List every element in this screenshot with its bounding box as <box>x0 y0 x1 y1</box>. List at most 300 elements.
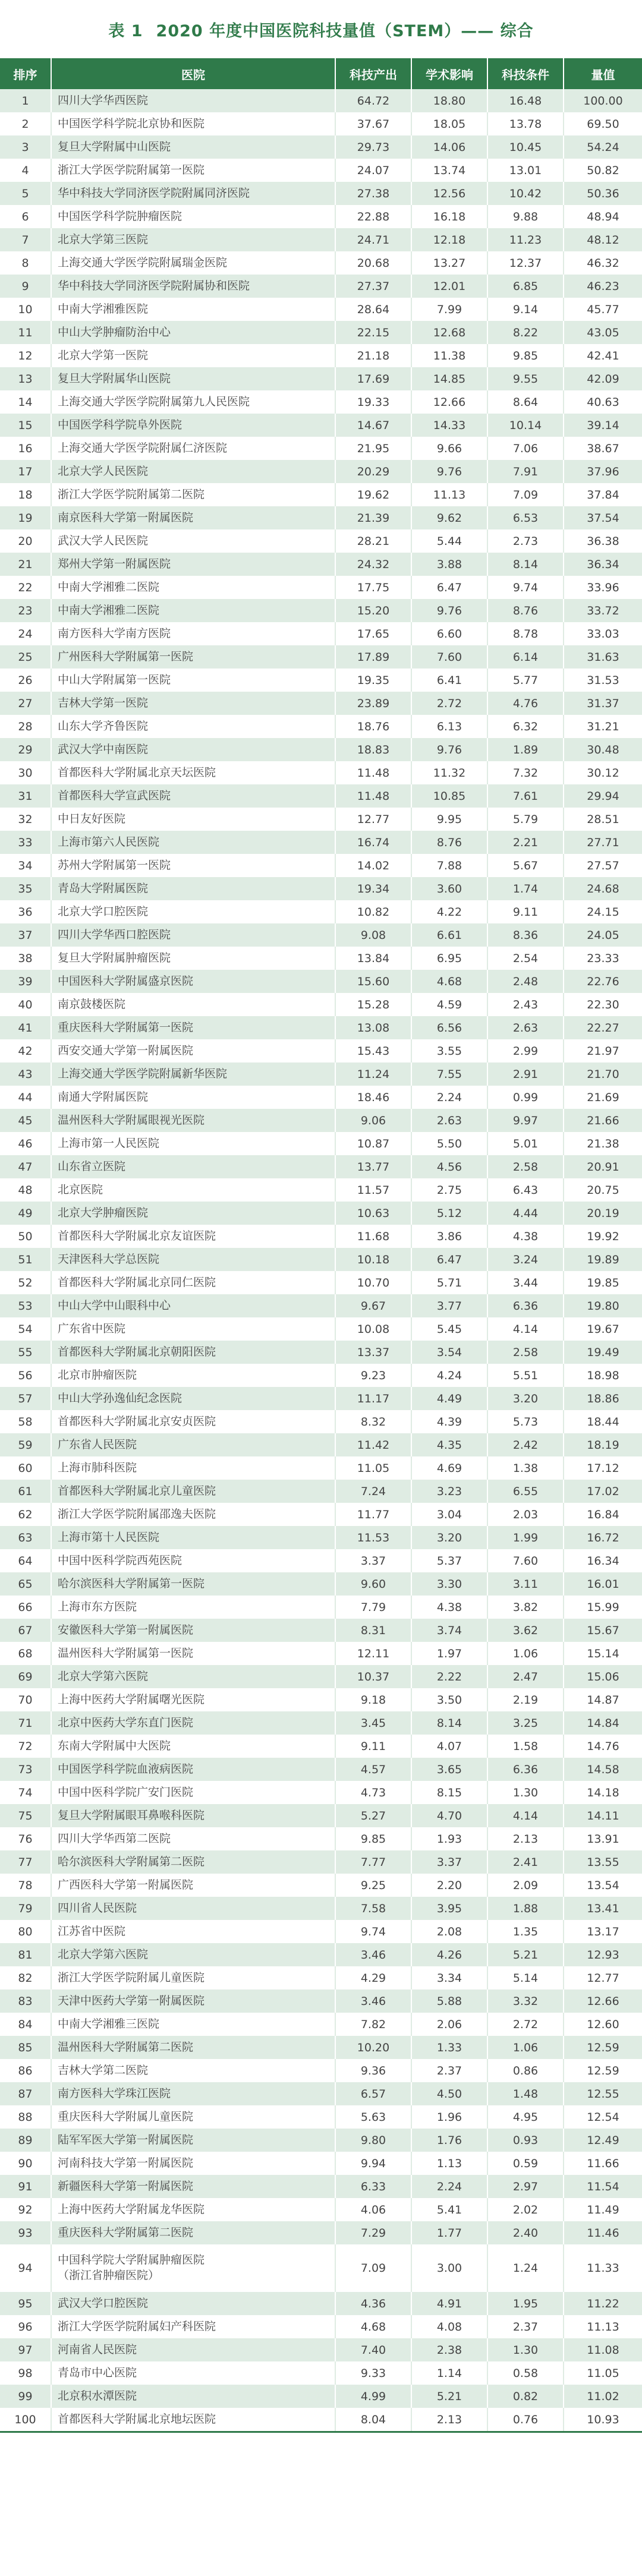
table-row <box>0 993 642 1016</box>
output-cell: 3.46 <box>335 1943 411 1966</box>
rank-cell: 14 <box>0 390 51 414</box>
score-cell: 21.66 <box>564 1109 642 1132</box>
table-row <box>0 1711 642 1735</box>
output-cell: 8.31 <box>335 1619 411 1642</box>
impact-cell: 4.68 <box>411 970 487 993</box>
impact-cell: 2.24 <box>411 1086 487 1109</box>
hospital-name-cell: 北京医院 <box>51 1178 335 1202</box>
output-cell: 4.73 <box>335 1781 411 1804</box>
score-cell: 16.34 <box>564 1549 642 1572</box>
rank-cell: 91 <box>0 2175 51 2198</box>
score-cell: 27.71 <box>564 831 642 854</box>
rank-cell: 52 <box>0 1271 51 1294</box>
impact-cell: 1.14 <box>411 2361 487 2385</box>
table-row <box>0 2338 642 2361</box>
rank-cell: 77 <box>0 1850 51 1874</box>
condition-cell: 2.41 <box>487 1850 564 1874</box>
impact-cell: 4.26 <box>411 1943 487 1966</box>
output-cell: 11.17 <box>335 1387 411 1410</box>
rank-cell: 25 <box>0 645 51 669</box>
impact-cell: 4.38 <box>411 1596 487 1619</box>
impact-cell: 7.55 <box>411 1062 487 1086</box>
condition-cell: 10.14 <box>487 414 564 437</box>
condition-cell: 4.14 <box>487 1804 564 1827</box>
table-row <box>0 483 642 506</box>
table-row <box>0 506 642 529</box>
condition-cell: 1.30 <box>487 1781 564 1804</box>
rank-cell: 33 <box>0 831 51 854</box>
hospital-name-cell: 首都医科大学附属北京安贞医院 <box>51 1410 335 1433</box>
output-cell: 12.11 <box>335 1642 411 1665</box>
condition-cell: 2.47 <box>487 1665 564 1688</box>
hospital-name-cell: 北京市肿瘤医院 <box>51 1364 335 1387</box>
output-cell: 19.34 <box>335 877 411 900</box>
output-cell: 15.28 <box>335 993 411 1016</box>
hospital-name-cell: 哈尔滨医科大学附属第一医院 <box>51 1572 335 1596</box>
condition-cell: 0.82 <box>487 2385 564 2408</box>
output-cell: 28.21 <box>335 529 411 553</box>
table-row <box>0 1132 642 1155</box>
rank-cell: 17 <box>0 460 51 483</box>
rank-cell: 10 <box>0 298 51 321</box>
score-cell: 14.18 <box>564 1781 642 1804</box>
output-cell: 20.29 <box>335 460 411 483</box>
condition-cell: 2.40 <box>487 2221 564 2244</box>
condition-cell: 5.21 <box>487 1943 564 1966</box>
table-row <box>0 298 642 321</box>
impact-cell: 2.08 <box>411 1920 487 1943</box>
score-cell: 21.97 <box>564 1039 642 1062</box>
condition-cell: 1.74 <box>487 877 564 900</box>
condition-cell: 2.72 <box>487 2013 564 2036</box>
output-cell: 9.23 <box>335 1364 411 1387</box>
table-row <box>0 1758 642 1781</box>
table-row <box>0 367 642 390</box>
score-cell: 46.23 <box>564 275 642 298</box>
condition-cell: 10.45 <box>487 135 564 159</box>
hospital-name-cell: 中国医学科学院阜外医院 <box>51 414 335 437</box>
score-cell: 13.54 <box>564 1874 642 1897</box>
hospital-name-cell: 北京大学第六医院 <box>51 1943 335 1966</box>
condition-cell: 3.82 <box>487 1596 564 1619</box>
output-cell: 11.24 <box>335 1062 411 1086</box>
condition-cell: 0.76 <box>487 2408 564 2431</box>
output-cell: 9.11 <box>335 1735 411 1758</box>
hospital-name-cell: 哈尔滨医科大学附属第二医院 <box>51 1850 335 1874</box>
rank-cell: 39 <box>0 970 51 993</box>
output-cell: 10.08 <box>335 1317 411 1341</box>
score-cell: 19.67 <box>564 1317 642 1341</box>
rank-cell: 80 <box>0 1920 51 1943</box>
table-row <box>0 1619 642 1642</box>
output-cell: 4.36 <box>335 2292 411 2315</box>
condition-cell: 6.53 <box>487 506 564 529</box>
rank-cell: 20 <box>0 529 51 553</box>
rank-cell: 37 <box>0 923 51 947</box>
table-caption <box>0 0 642 58</box>
output-cell: 16.74 <box>335 831 411 854</box>
table-row <box>0 1202 642 1225</box>
hospital-name-cell: 西安交通大学第一附属医院 <box>51 1039 335 1062</box>
impact-cell: 12.01 <box>411 275 487 298</box>
table-row <box>0 1480 642 1503</box>
hospital-name-cell: 上海交通大学医学院附属新华医院 <box>51 1062 335 1086</box>
rank-cell: 47 <box>0 1155 51 1178</box>
impact-cell: 1.93 <box>411 1827 487 1850</box>
condition-cell: 2.99 <box>487 1039 564 1062</box>
output-cell: 12.77 <box>335 808 411 831</box>
impact-cell: 8.15 <box>411 1781 487 1804</box>
hospital-name-cell: 北京大学肿瘤医院 <box>51 1202 335 1225</box>
hospital-name-cell: 浙江大学医学院附属妇产科医院 <box>51 2315 335 2338</box>
output-cell: 7.24 <box>335 1480 411 1503</box>
output-cell: 13.08 <box>335 1016 411 1039</box>
rank-cell: 93 <box>0 2221 51 2244</box>
output-cell: 4.06 <box>335 2198 411 2221</box>
table-row <box>0 251 642 275</box>
table-row <box>0 1503 642 1526</box>
impact-cell: 3.23 <box>411 1480 487 1503</box>
output-cell: 23.89 <box>335 692 411 715</box>
hospital-name-cell: 武汉大学中南医院 <box>51 738 335 761</box>
impact-cell: 4.69 <box>411 1456 487 1480</box>
table-row <box>0 2221 642 2244</box>
score-cell: 45.77 <box>564 298 642 321</box>
condition-cell: 2.21 <box>487 831 564 854</box>
rank-cell: 3 <box>0 135 51 159</box>
output-cell: 17.65 <box>335 622 411 645</box>
rank-cell: 42 <box>0 1039 51 1062</box>
rank-cell: 5 <box>0 182 51 205</box>
rank-cell: 11 <box>0 321 51 344</box>
table-row <box>0 2059 642 2082</box>
table-row <box>0 321 642 344</box>
condition-cell: 5.73 <box>487 1410 564 1433</box>
impact-cell: 3.86 <box>411 1225 487 1248</box>
table-bottom-rule <box>0 2431 642 2433</box>
hospital-name-cell: 重庆医科大学附属第二医院 <box>51 2221 335 2244</box>
rank-cell: 95 <box>0 2292 51 2315</box>
score-cell: 30.48 <box>564 738 642 761</box>
score-cell: 22.30 <box>564 993 642 1016</box>
score-cell: 13.91 <box>564 1827 642 1850</box>
hospital-name-cell: 广州医科大学附属第一医院 <box>51 645 335 669</box>
condition-cell: 1.89 <box>487 738 564 761</box>
score-cell: 12.54 <box>564 2105 642 2129</box>
rank-cell: 66 <box>0 1596 51 1619</box>
score-cell: 12.55 <box>564 2082 642 2105</box>
output-cell: 18.76 <box>335 715 411 738</box>
hospital-name-cell: 首都医科大学附属北京儿童医院 <box>51 1480 335 1503</box>
rank-cell: 28 <box>0 715 51 738</box>
impact-cell: 5.88 <box>411 1989 487 2013</box>
output-cell: 3.37 <box>335 1549 411 1572</box>
hospital-name-cell: 上海市东方医院 <box>51 1596 335 1619</box>
table-row <box>0 1920 642 1943</box>
table-row <box>0 2105 642 2129</box>
impact-cell: 3.34 <box>411 1966 487 1989</box>
rank-cell: 1 <box>0 89 51 112</box>
impact-cell: 2.13 <box>411 2408 487 2431</box>
table-row <box>0 645 642 669</box>
rank-cell: 61 <box>0 1480 51 1503</box>
table-row <box>0 599 642 622</box>
condition-cell: 10.42 <box>487 182 564 205</box>
condition-cell: 2.37 <box>487 2315 564 2338</box>
table-row <box>0 1109 642 1132</box>
rank-cell: 87 <box>0 2082 51 2105</box>
hospital-name-cell: 首都医科大学宣武医院 <box>51 784 335 808</box>
score-cell: 15.06 <box>564 1665 642 1688</box>
hospital-name-cell: 复旦大学附属华山医院 <box>51 367 335 390</box>
rank-cell: 19 <box>0 506 51 529</box>
output-cell: 5.27 <box>335 1804 411 1827</box>
score-cell: 11.08 <box>564 2338 642 2361</box>
table-row <box>0 2036 642 2059</box>
header-impact: 学术影响 <box>411 58 487 89</box>
hospital-name-cell: 南方医科大学珠江医院 <box>51 2082 335 2105</box>
rank-cell: 22 <box>0 576 51 599</box>
impact-cell: 12.18 <box>411 228 487 251</box>
score-cell: 13.41 <box>564 1897 642 1920</box>
hospital-name-cell: 青岛大学附属医院 <box>51 877 335 900</box>
rank-cell: 8 <box>0 251 51 275</box>
table-row <box>0 205 642 228</box>
header-condition: 科技条件 <box>487 58 564 89</box>
output-cell: 29.73 <box>335 135 411 159</box>
hospital-name-cell: 上海交通大学医学院附属瑞金医院 <box>51 251 335 275</box>
rank-cell: 46 <box>0 1132 51 1155</box>
condition-cell: 2.43 <box>487 993 564 1016</box>
output-cell: 9.80 <box>335 2129 411 2152</box>
condition-cell: 1.48 <box>487 2082 564 2105</box>
score-cell: 21.69 <box>564 1086 642 1109</box>
rank-cell: 100 <box>0 2408 51 2431</box>
hospital-name-cell: 中南大学湘雅三医院 <box>51 2013 335 2036</box>
table-row <box>0 1016 642 1039</box>
score-cell: 11.05 <box>564 2361 642 2385</box>
rank-cell: 32 <box>0 808 51 831</box>
impact-cell: 10.85 <box>411 784 487 808</box>
output-cell: 3.46 <box>335 1989 411 2013</box>
output-cell: 7.40 <box>335 2338 411 2361</box>
score-cell: 50.36 <box>564 182 642 205</box>
header-row <box>0 58 642 89</box>
rank-cell: 79 <box>0 1897 51 1920</box>
score-cell: 18.98 <box>564 1364 642 1387</box>
score-cell: 31.37 <box>564 692 642 715</box>
score-cell: 46.32 <box>564 251 642 275</box>
condition-cell: 6.43 <box>487 1178 564 1202</box>
table-row <box>0 1086 642 1109</box>
score-cell: 11.49 <box>564 2198 642 2221</box>
score-cell: 11.66 <box>564 2152 642 2175</box>
rank-cell: 84 <box>0 2013 51 2036</box>
impact-cell: 18.05 <box>411 112 487 135</box>
hospital-name-cell: 首都医科大学附属北京朝阳医院 <box>51 1341 335 1364</box>
impact-cell: 4.70 <box>411 1804 487 1827</box>
impact-cell: 3.65 <box>411 1758 487 1781</box>
impact-cell: 4.22 <box>411 900 487 923</box>
table-row <box>0 2013 642 2036</box>
condition-cell: 6.36 <box>487 1758 564 1781</box>
condition-cell: 4.95 <box>487 2105 564 2129</box>
rank-cell: 58 <box>0 1410 51 1433</box>
table-row <box>0 1549 642 1572</box>
score-cell: 10.93 <box>564 2408 642 2431</box>
output-cell: 6.33 <box>335 2175 411 2198</box>
condition-cell: 1.38 <box>487 1456 564 1480</box>
hospital-name-cell: 温州医科大学附属第二医院 <box>51 2036 335 2059</box>
hospital-name-cell: 武汉大学口腔医院 <box>51 2292 335 2315</box>
output-cell: 17.89 <box>335 645 411 669</box>
score-cell: 14.84 <box>564 1711 642 1735</box>
output-cell: 21.39 <box>335 506 411 529</box>
impact-cell: 2.37 <box>411 2059 487 2082</box>
output-cell: 27.38 <box>335 182 411 205</box>
table-row <box>0 182 642 205</box>
hospital-name-cell: 中山大学中山眼科中心 <box>51 1294 335 1317</box>
impact-cell: 3.20 <box>411 1526 487 1549</box>
score-cell: 19.85 <box>564 1271 642 1294</box>
hospital-name-cell: 上海市第十人民医院 <box>51 1526 335 1549</box>
condition-cell: 8.36 <box>487 923 564 947</box>
impact-cell: 9.62 <box>411 506 487 529</box>
condition-cell: 2.19 <box>487 1688 564 1711</box>
condition-cell: 2.48 <box>487 970 564 993</box>
condition-cell: 7.60 <box>487 1549 564 1572</box>
score-cell: 22.27 <box>564 1016 642 1039</box>
impact-cell: 3.30 <box>411 1572 487 1596</box>
hospital-name-cell: 南通大学附属医院 <box>51 1086 335 1109</box>
impact-cell: 12.68 <box>411 321 487 344</box>
hospital-name-cell: 首都医科大学附属北京天坛医院 <box>51 761 335 784</box>
table-row <box>0 1433 642 1456</box>
output-cell: 4.68 <box>335 2315 411 2338</box>
table-row <box>0 1062 642 1086</box>
hospital-name-cell: 上海中医药大学附属龙华医院 <box>51 2198 335 2221</box>
score-cell: 42.41 <box>564 344 642 367</box>
hospital-name-cell: 上海市肺科医院 <box>51 1456 335 1480</box>
score-cell: 22.76 <box>564 970 642 993</box>
score-cell: 28.51 <box>564 808 642 831</box>
impact-cell: 4.35 <box>411 1433 487 1456</box>
table-row <box>0 1874 642 1897</box>
impact-cell: 14.33 <box>411 414 487 437</box>
rank-cell: 26 <box>0 669 51 692</box>
impact-cell: 11.13 <box>411 483 487 506</box>
impact-cell: 6.56 <box>411 1016 487 1039</box>
table-row <box>0 553 642 576</box>
table-row <box>0 1178 642 1202</box>
output-cell: 11.05 <box>335 1456 411 1480</box>
table-row <box>0 2315 642 2338</box>
output-cell: 11.42 <box>335 1433 411 1456</box>
condition-cell: 9.88 <box>487 205 564 228</box>
rank-cell: 54 <box>0 1317 51 1341</box>
output-cell: 27.37 <box>335 275 411 298</box>
hospital-name-cell: 南京医科大学第一附属医院 <box>51 506 335 529</box>
rank-cell: 44 <box>0 1086 51 1109</box>
score-cell: 11.13 <box>564 2315 642 2338</box>
impact-cell: 13.74 <box>411 159 487 182</box>
hospital-name-cell: 上海市第一人民医院 <box>51 1132 335 1155</box>
table-row <box>0 1341 642 1364</box>
table-row <box>0 1897 642 1920</box>
rank-cell: 85 <box>0 2036 51 2059</box>
hospital-name-cell: 北京大学第三医院 <box>51 228 335 251</box>
rank-cell: 7 <box>0 228 51 251</box>
rank-cell: 29 <box>0 738 51 761</box>
output-cell: 7.58 <box>335 1897 411 1920</box>
impact-cell: 4.39 <box>411 1410 487 1433</box>
hospital-name-cell: 上海市第六人民医院 <box>51 831 335 854</box>
output-cell: 21.18 <box>335 344 411 367</box>
impact-cell: 4.91 <box>411 2292 487 2315</box>
output-cell: 7.29 <box>335 2221 411 2244</box>
impact-cell: 5.44 <box>411 529 487 553</box>
impact-cell: 7.99 <box>411 298 487 321</box>
table-row <box>0 2175 642 2198</box>
output-cell: 9.36 <box>335 2059 411 2082</box>
output-cell: 37.67 <box>335 112 411 135</box>
impact-cell: 1.96 <box>411 2105 487 2129</box>
table-row <box>0 2361 642 2385</box>
table-row <box>0 437 642 460</box>
output-cell: 8.32 <box>335 1410 411 1433</box>
table-row <box>0 970 642 993</box>
table-row <box>0 1966 642 1989</box>
table-row <box>0 1155 642 1178</box>
hospital-name-cell: 中国科学院大学附属肿瘤医院 （浙江省肿瘤医院） <box>51 2244 335 2292</box>
impact-cell: 4.07 <box>411 1735 487 1758</box>
output-cell: 9.33 <box>335 2361 411 2385</box>
hospital-name-cell: 复旦大学附属中山医院 <box>51 135 335 159</box>
impact-cell: 5.50 <box>411 1132 487 1155</box>
impact-cell: 9.76 <box>411 599 487 622</box>
output-cell: 24.07 <box>335 159 411 182</box>
hospital-name-cell: 四川省人民医院 <box>51 1897 335 1920</box>
score-cell: 24.15 <box>564 900 642 923</box>
rank-cell: 2 <box>0 112 51 135</box>
condition-cell: 5.51 <box>487 1364 564 1387</box>
rank-cell: 49 <box>0 1202 51 1225</box>
impact-cell: 5.41 <box>411 2198 487 2221</box>
output-cell: 9.67 <box>335 1294 411 1317</box>
rank-cell: 36 <box>0 900 51 923</box>
hospital-name-cell: 首都医科大学附属北京同仁医院 <box>51 1271 335 1294</box>
output-cell: 9.94 <box>335 2152 411 2175</box>
score-cell: 12.60 <box>564 2013 642 2036</box>
output-cell: 21.95 <box>335 437 411 460</box>
rank-cell: 67 <box>0 1619 51 1642</box>
rank-cell: 48 <box>0 1178 51 1202</box>
rank-cell: 57 <box>0 1387 51 1410</box>
score-cell: 19.80 <box>564 1294 642 1317</box>
impact-cell: 1.77 <box>411 2221 487 2244</box>
output-cell: 11.68 <box>335 1225 411 1248</box>
table-row <box>0 1225 642 1248</box>
rank-cell: 50 <box>0 1225 51 1248</box>
hospital-name-cell: 郑州大学第一附属医院 <box>51 553 335 576</box>
rank-cell: 51 <box>0 1248 51 1271</box>
score-cell: 31.63 <box>564 645 642 669</box>
score-cell: 20.19 <box>564 1202 642 1225</box>
rank-cell: 21 <box>0 553 51 576</box>
hospital-name-cell: 河南省人民医院 <box>51 2338 335 2361</box>
condition-cell: 4.44 <box>487 1202 564 1225</box>
table-row <box>0 1596 642 1619</box>
